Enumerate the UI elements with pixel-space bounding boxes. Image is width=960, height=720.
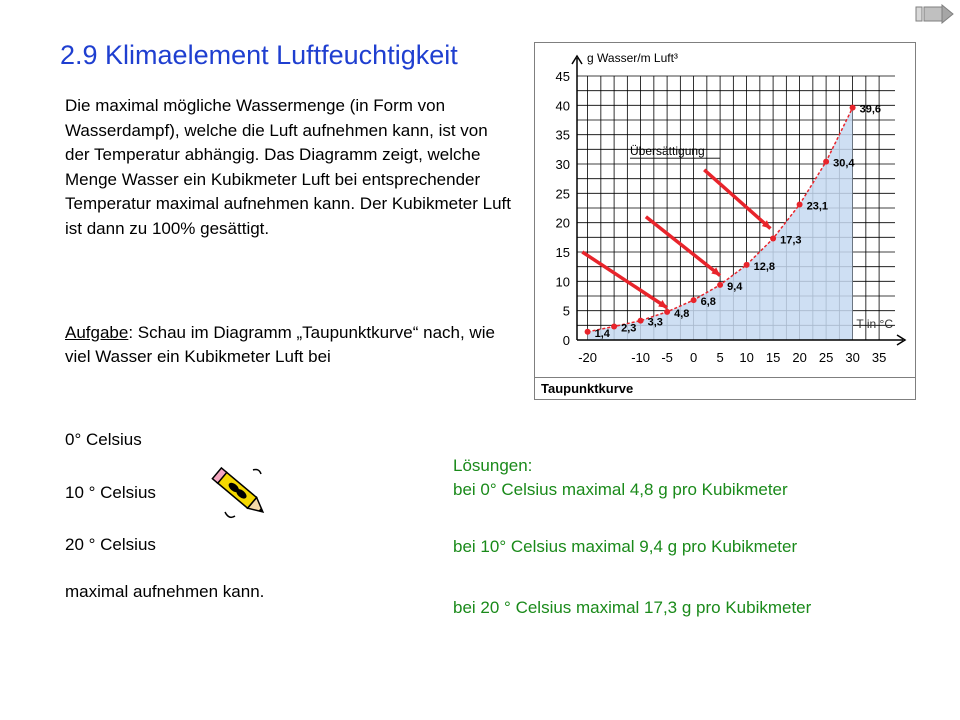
annotation-label: Übersättigung bbox=[630, 144, 705, 159]
data-point bbox=[717, 282, 723, 288]
y-tick-label: 35 bbox=[555, 127, 570, 143]
x-tick-label: 15 bbox=[765, 350, 781, 365]
data-label: 6,8 bbox=[700, 296, 716, 309]
chart-title: Taupunktkurve bbox=[535, 377, 915, 399]
y-tick-label: 30 bbox=[555, 157, 570, 172]
solutions-heading: Lösungen: bbox=[453, 456, 533, 475]
data-point bbox=[850, 105, 856, 111]
data-label: 2,3 bbox=[621, 322, 637, 335]
data-point bbox=[744, 262, 750, 268]
y-tick-label: 45 bbox=[555, 69, 570, 84]
data-point bbox=[823, 159, 829, 165]
y-tick-label: 25 bbox=[555, 186, 570, 202]
x-tick-label: 0 bbox=[689, 350, 698, 365]
task-text bbox=[65, 321, 515, 369]
y-tick-label: 0 bbox=[562, 333, 570, 348]
data-point bbox=[585, 329, 591, 335]
nav-forward-icon[interactable] bbox=[915, 4, 955, 24]
task-label: Aufgabe bbox=[65, 323, 129, 342]
y-tick-label: 20 bbox=[555, 215, 570, 231]
solution-0: bei 0° Celsius maximal 4,8 g pro Kubikmeter bbox=[453, 480, 788, 499]
intro-text: Die maximal mögliche Wassermenge (in Form von Wasserdampf), welche die Luft aufnehmen kann, ist von der Temperatur abhängig. Das Diagramm zeigt, welche Menge Wasser ein Kubikmeter Luft bei entsprechender Temperatur maximal aufnehmen kann. Der Kubikmeter Luft ist dann zu 100% gesättigt. bbox=[65, 96, 511, 238]
page-title: 2.9 Klimaelement Luftfeuchtigkeit bbox=[60, 40, 458, 70]
x-tick-label: -5 bbox=[661, 350, 673, 365]
solution-10: bei 10° Celsius maximal 9,4 g pro Kubikmeter bbox=[453, 537, 798, 556]
data-label: 4,8 bbox=[674, 307, 690, 320]
data-label: 30,4 bbox=[833, 157, 855, 170]
y-axis-label: g Wasser/m Luft³ bbox=[587, 51, 678, 65]
x-tick-label: -20 bbox=[578, 350, 597, 365]
data-label: 9,4 bbox=[727, 280, 743, 293]
x-tick-label: 25 bbox=[818, 350, 834, 365]
y-tick-label: 10 bbox=[555, 274, 570, 290]
y-tick-label: 5 bbox=[562, 303, 570, 319]
task-body: : Schau im Diagramm „Taupunktkurve“ nach, wie viel Wasser ein Kubikmeter Luft bei bbox=[65, 323, 495, 366]
data-point bbox=[638, 318, 644, 324]
data-label: 1,4 bbox=[594, 327, 610, 340]
x-axis-label: T in °C bbox=[856, 317, 893, 331]
data-label: 23,1 bbox=[806, 200, 829, 213]
temp-10: 10 ° Celsius bbox=[65, 483, 156, 502]
x-tick-label: 5 bbox=[716, 350, 724, 365]
data-label: 12,8 bbox=[753, 260, 776, 273]
pencil-clipart-icon bbox=[205, 462, 275, 526]
data-point bbox=[611, 324, 617, 330]
data-point bbox=[797, 201, 803, 207]
annotation-arrow bbox=[582, 252, 667, 308]
data-label: 17,3 bbox=[780, 234, 802, 247]
y-tick-label: 15 bbox=[555, 245, 570, 260]
data-label: 39,6 bbox=[859, 103, 882, 116]
data-point bbox=[664, 309, 670, 315]
x-tick-label: -10 bbox=[631, 350, 650, 365]
x-tick-label: 20 bbox=[792, 350, 807, 365]
x-tick-label: 30 bbox=[845, 350, 860, 365]
closing-text: maximal aufnehmen kann. bbox=[65, 582, 265, 601]
x-tick-label: 35 bbox=[871, 350, 887, 365]
data-point bbox=[770, 236, 776, 242]
data-label: 3,3 bbox=[647, 316, 663, 329]
solution-20: bei 20 ° Celsius maximal 17,3 g pro Kubikmeter bbox=[453, 598, 812, 617]
y-tick-label: 40 bbox=[555, 98, 570, 114]
temp-0: 0° Celsius bbox=[65, 430, 142, 449]
x-tick-label: 10 bbox=[739, 350, 754, 365]
dewpoint-chart bbox=[535, 43, 915, 377]
chart-frame bbox=[534, 42, 916, 400]
data-point bbox=[691, 297, 697, 303]
temp-20: 20 ° Celsius bbox=[65, 535, 156, 554]
